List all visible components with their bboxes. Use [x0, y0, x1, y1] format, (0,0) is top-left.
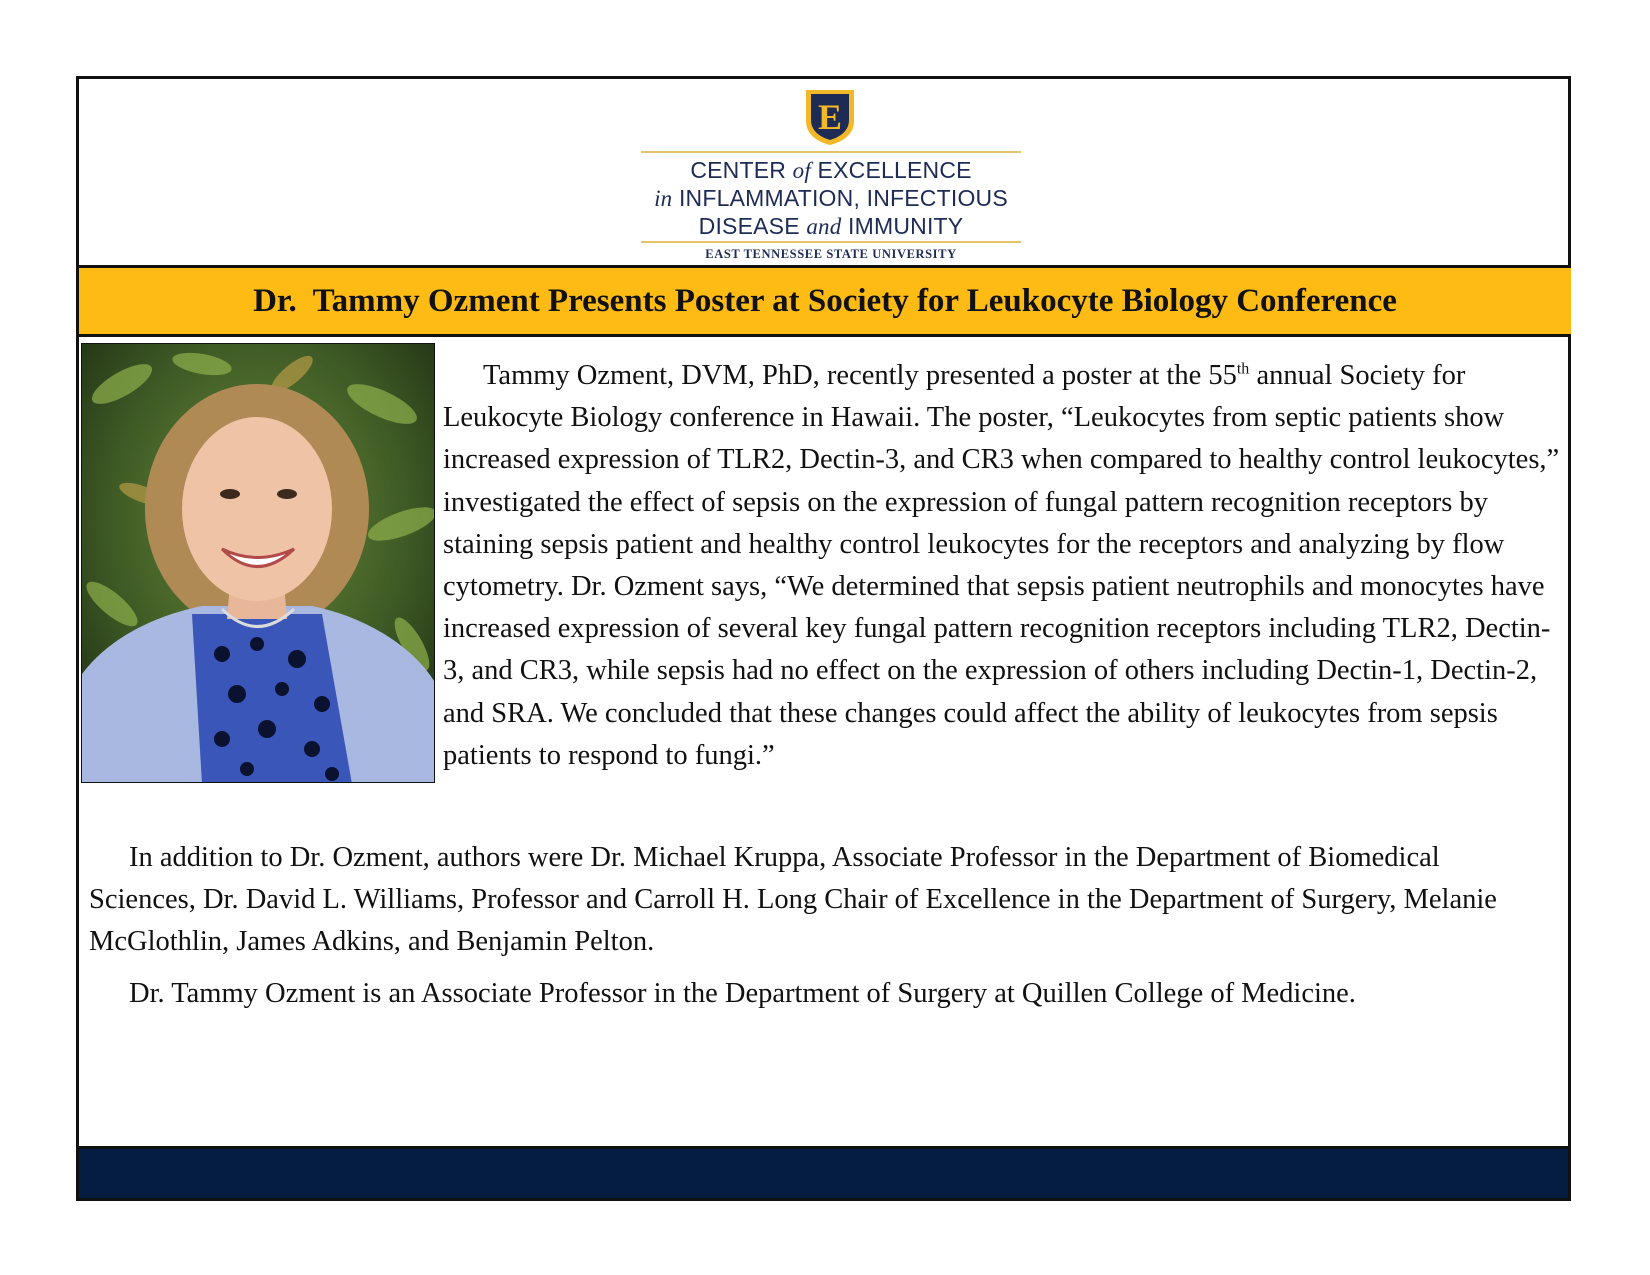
- article-paragraph-2: In addition to Dr. Ozment, authors were Dr. Michael Kruppa, Associate Professor in the Department of Biomedical Sciences, Dr. David L. Williams, Professor and Carroll H. Long Chair of Excellence in the Department of Surgery, Melanie McGlothlin, James Adkins, and Benjamin Pelton.: [89, 842, 1497, 958]
- article-title: Dr. Tammy Ozment Presents Poster at Society for Leukocyte Biology Conference: [253, 282, 1397, 319]
- article-paragraph-1: Tammy Ozment, DVM, PhD, recently presented a poster at the 55th annual Society for Leukocyte Biology conference in Hawaii. The poster, “Leukocytes from septic patients show increased expression of TLR2, Dectin-3, and CR3 when compared to healthy control leukocytes,” investigated the effect of sepsis on the expression of fungal pattern recognition receptors by staining sepsis patient and healthy control leukocytes for the receptors and analyzing by flow cytometry. Dr. Ozment says, “We determined that sepsis patient neutrophils and monocytes have increased expression of several key fungal pattern recognition receptors including TLR2, Dectin-3, and CR3, while sepsis had no effect on the expression of others including Dectin-1, Dectin-2, and SRA. We concluded that these changes could affect the ability of leukocytes from sepsis patients to respond to fungi.”: [443, 360, 1560, 771]
- logo-line-1: CENTER of EXCELLENCE: [690, 157, 972, 183]
- shield-letter: E: [817, 97, 843, 137]
- portrait-photo: [81, 343, 435, 783]
- logo-rule-top: [641, 151, 1021, 153]
- newsletter-page: [76, 76, 1571, 1201]
- logo-line-2: in INFLAMMATION, INFECTIOUS: [654, 185, 1008, 211]
- university-name: EAST TENNESSEE STATE UNIVERSITY: [705, 247, 957, 261]
- article-paragraph-3: Dr. Tammy Ozment is an Associate Professor in the Department of Surgery at Quillen College of Medicine.: [129, 978, 1356, 1009]
- logo-rule-bottom: [641, 241, 1021, 243]
- footer-bar: [79, 1146, 1568, 1198]
- portrait-image: [82, 344, 435, 783]
- center-of-excellence-logo: [641, 87, 1021, 261]
- title-bar: [79, 265, 1571, 337]
- etsu-shield-icon: [803, 87, 857, 147]
- logo-line-3: DISEASE and IMMUNITY: [698, 213, 964, 239]
